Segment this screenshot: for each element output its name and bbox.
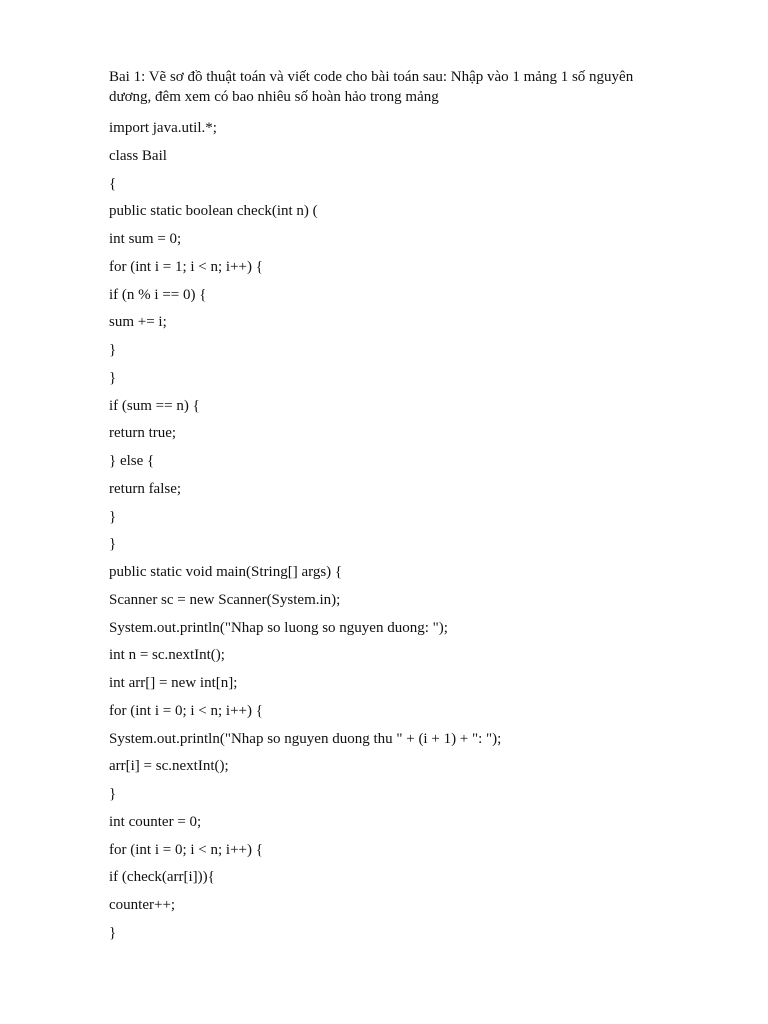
code-line: public static void main(String[] args) {	[109, 564, 343, 580]
code-line: }	[109, 508, 117, 525]
code-line: System.out.println("Nhap so nguyen duong thu " + (i + 1) + ": ");	[109, 730, 502, 747]
code-line: return false;	[109, 480, 182, 497]
code-line: Scanner sc = new Scanner(System.in);	[109, 591, 341, 608]
code-line: }	[109, 786, 117, 802]
code-line: sum += i;	[109, 314, 167, 331]
code-line: if (sum == n) {	[109, 397, 200, 414]
code-line: int counter = 0;	[109, 813, 202, 830]
code-line: for (int i = 1; i < n; i++) {	[109, 258, 263, 275]
code-line: if (n % i == 0) {	[109, 286, 207, 303]
code-line: import java.util.*;	[109, 120, 217, 136]
exercise-title: Bai 1: Vẽ sơ đồ thuật toán và viết code cho bài toán sau: Nhập vào 1 mảng 1 số nguyên dương, đêm xem có bao nhiêu số hoàn hảo trong mảng	[109, 69, 634, 105]
code-block	[109, 115, 669, 948]
code-line: for (int i = 0; i < n; i++) {	[109, 841, 263, 858]
code-line: int n = sc.nextInt();	[109, 647, 225, 664]
code-line: return true;	[109, 425, 177, 442]
code-line: }	[109, 536, 117, 553]
code-line: {	[109, 175, 117, 192]
code-line: arr[i] = sc.nextInt();	[109, 758, 229, 775]
code-line: int sum = 0;	[109, 231, 182, 247]
document-content	[109, 67, 669, 948]
code-line: } else {	[109, 453, 155, 469]
code-line: class Bail	[109, 147, 167, 164]
code-line: public static boolean check(int n) (	[109, 203, 318, 220]
code-line: for (int i = 0; i < n; i++) {	[109, 702, 263, 719]
code-line: int arr[] = new int[n];	[109, 675, 238, 691]
code-line: }	[109, 924, 117, 941]
code-line: System.out.println("Nhap so luong so nguyen duong: ");	[109, 619, 448, 636]
code-line: }	[109, 369, 117, 386]
code-line: }	[109, 342, 117, 358]
code-line: if (check(arr[i])){	[109, 869, 215, 886]
code-line: counter++;	[109, 897, 176, 913]
